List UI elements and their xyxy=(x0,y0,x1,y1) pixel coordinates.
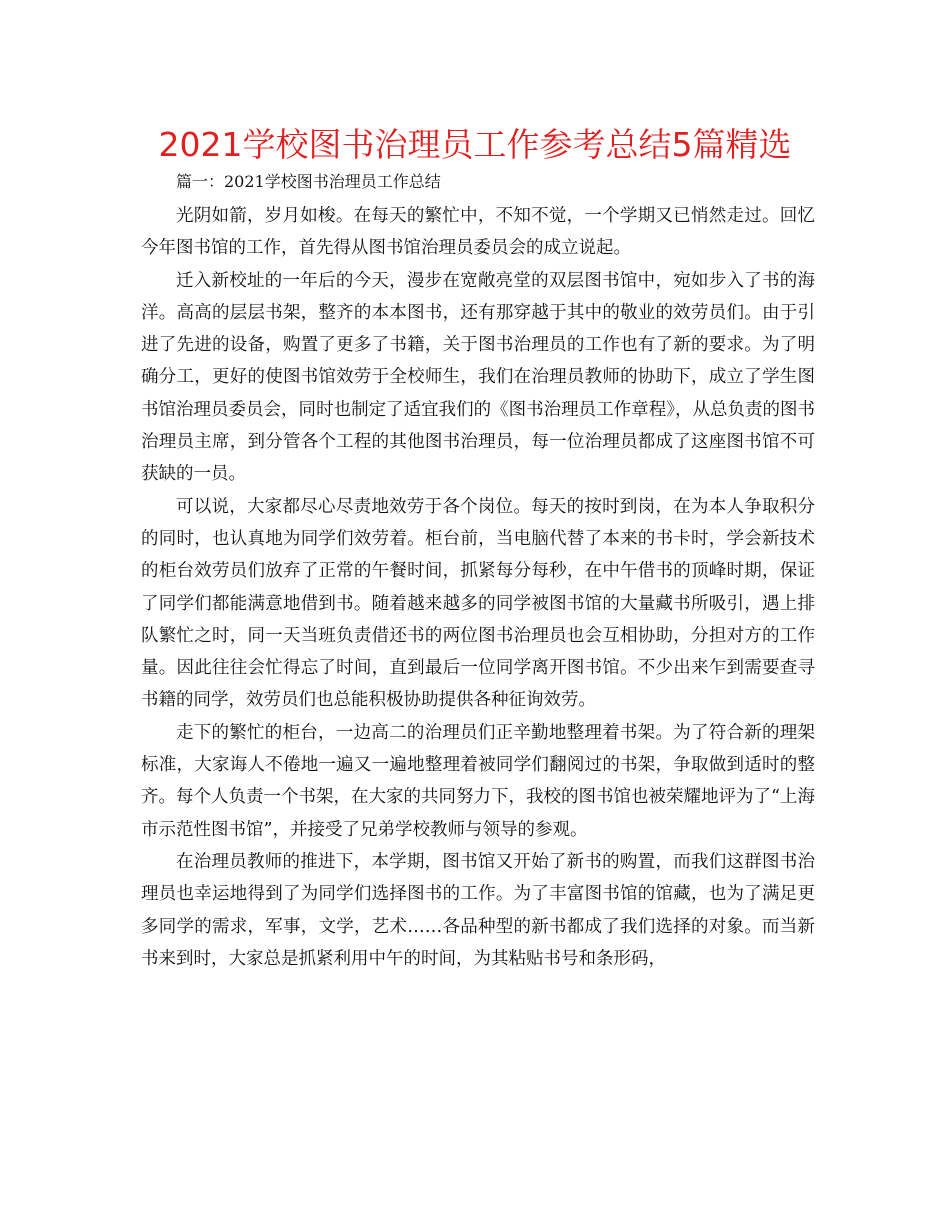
paragraph-2: 迁入新校址的一年后的今天，漫步在宽敞亮堂的双层图书馆中，宛如步入了书的海洋。高高的层层书架，整齐的本本图书，还有那穿越于其中的敬业的效劳员们。由于引进了先进的设备，购置了更多了书籍，关于图书治理员的工作也有了新的要求。为了明确分工，更好的使图书馆效劳于全校师生，我们在治理员教师的协助下，成立了学生图书馆治理员委员会，同时也制定了适宜我们的《图书治理员工作章程》，从总负责的图书治理员主席，到分管各个工程的其他图书治理员，每一位治理员都成了这座图书馆不可获缺的一员。 xyxy=(141,270,815,485)
paragraph-3: 可以说，大家都尽心尽责地效劳于各个岗位。每天的按时到岗，在为本人争取积分的同时，也认真地为同学们效劳着。柜台前，当电脑代替了本来的书卡时，学会新技术的柜台效劳员们放弃了正常的午餐时间，抓紧每分每秒，在中午借书的顶峰时期，保证了同学们都能满意地借到书。随着越来越多的同学被图书馆的大量藏书所吸引，遇上排队繁忙之时，同一天当班负责借还书的两位图书治理员也会互相协助，分担对方的工作量。因此往往会忙得忘了时间，直到最后一位同学离开图书馆。不少出来乍到需要查寻书籍的同学，效劳员们也总能积极协助提供各种征询效劳。 xyxy=(141,496,815,711)
paragraph-1: 光阴如箭，岁月如梭。在每天的繁忙中，不知不觉，一个学期又已悄然走过。回忆今年图书馆的工作，首先得从图书馆治理员委员会的成立说起。 xyxy=(141,206,815,259)
document-title: 2021学校图书治理员工作参考总结5篇精选 xyxy=(158,125,792,164)
paragraph-4: 走下的繁忙的柜台，一边高二的治理员们正辛勤地整理着书架。为了符合新的理架标准，大家诲人不倦地一遍又一遍地整理着被同学们翻阅过的书架，争取做到适时的整齐。每个人负责一个书架，在大家的共同努力下，我校的图书馆也被荣耀地评为了“上海市示范性图书馆”，并接受了兄弟学校教师与领导的参观。 xyxy=(141,722,815,840)
paragraph-5: 在治理员教师的推进下，本学期，图书馆又开始了新书的购置，而我们这群图书治理员也幸运地得到了为同学们选择图书的工作。为了丰富图书馆的馆藏，也为了满足更多同学的需求，军事，文学，艺术……各品种型的新书都成了我们选择的对象。而当新书来到时，大家总是抓紧利用中午的时间，为其粘贴书号和条形码， xyxy=(141,851,815,969)
article-body xyxy=(141,200,815,975)
article-subtitle: 篇一：2021学校图书治理员工作总结 xyxy=(176,172,441,191)
